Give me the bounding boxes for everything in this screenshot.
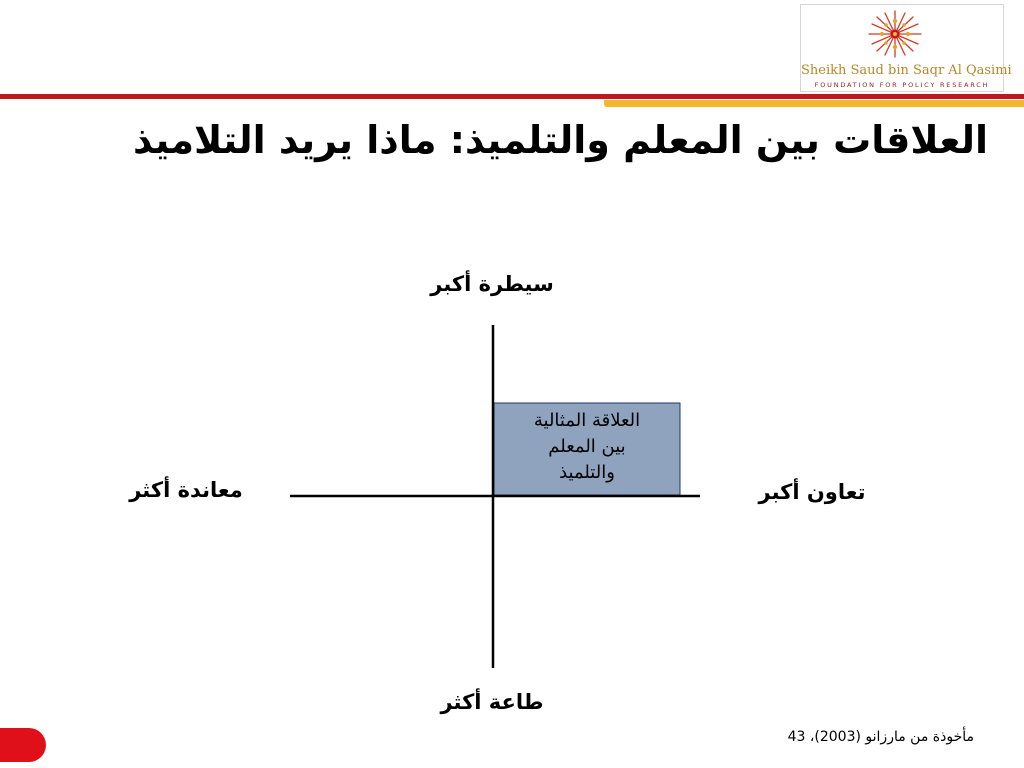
ideal-text-line-1: العلاقة المثالية [533,410,641,431]
axis-label-right: تعاون أكبر [758,480,866,504]
axis-label-top: سيطرة أكبر [430,272,554,296]
logo-name: Sheikh Saud bin Saqr Al Qasimi [801,63,1012,78]
ideal-text-line-3: والتلميذ [559,462,615,483]
logo-subtitle: FOUNDATION FOR POLICY RESEARCH [814,81,990,89]
corner-decoration [0,728,46,762]
axis-label-bottom: طاعة أكثر [440,690,544,714]
ideal-text-line-2: بين المعلم [548,436,626,457]
citation: مأخوذة من مارزانو (2003)، 43 [787,729,974,745]
slide-title: العلاقات بين المعلم والتلميذ: ماذا يريد التلاميذ [133,118,988,162]
ideal-relationship-text [494,408,680,486]
axis-label-left: معاندة أكثر [129,478,243,502]
